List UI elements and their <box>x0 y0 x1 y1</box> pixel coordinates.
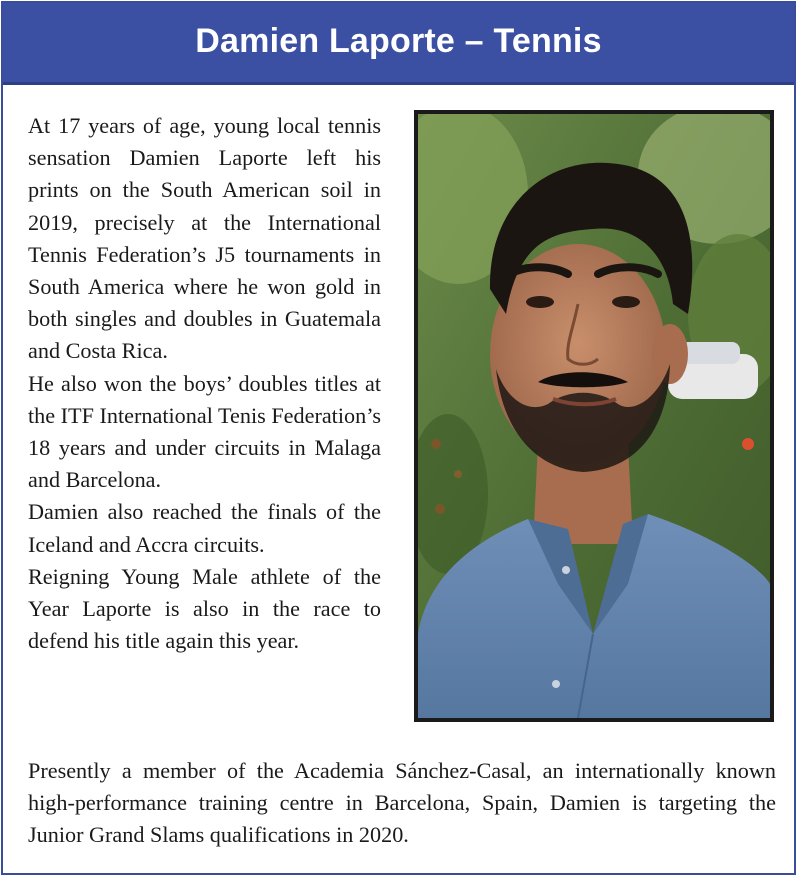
paragraph-1: At 17 years of age, young local tennis sensation Damien Laporte left his prints on the South American soil in 2019, precisely at the International Tennis Federation’s J5 tournaments in South America where he won gold in both singles and doubles in Guatemala and Costa Rica. <box>28 113 381 364</box>
paragraph-5: Presently a member of the Academia Sánchez-Casal, an internationally known high-performance training centre in Barcelona, Spain, Damien is targeting the Junior Grand Slams qualifications in 2020. <box>28 758 776 848</box>
article-footer <box>28 755 776 852</box>
paragraph-4: Reigning Young Male athlete of the Year Laporte is also in the race to defend his title again this year. <box>28 563 381 654</box>
portrait-photo <box>414 110 774 722</box>
paragraph-2: He also won the boys’ doubles titles at the ITF International Tenis Federation’s 18 years and under circuits in Malaga and Barcelona. <box>28 370 381 493</box>
title-bar <box>3 3 794 85</box>
paragraph-3: Damien also reached the finals of the Iceland and Accra circuits. <box>28 499 381 557</box>
page-title: Damien Laporte – Tennis <box>195 22 602 60</box>
portrait-illustration <box>418 114 770 718</box>
article-body <box>28 110 381 657</box>
